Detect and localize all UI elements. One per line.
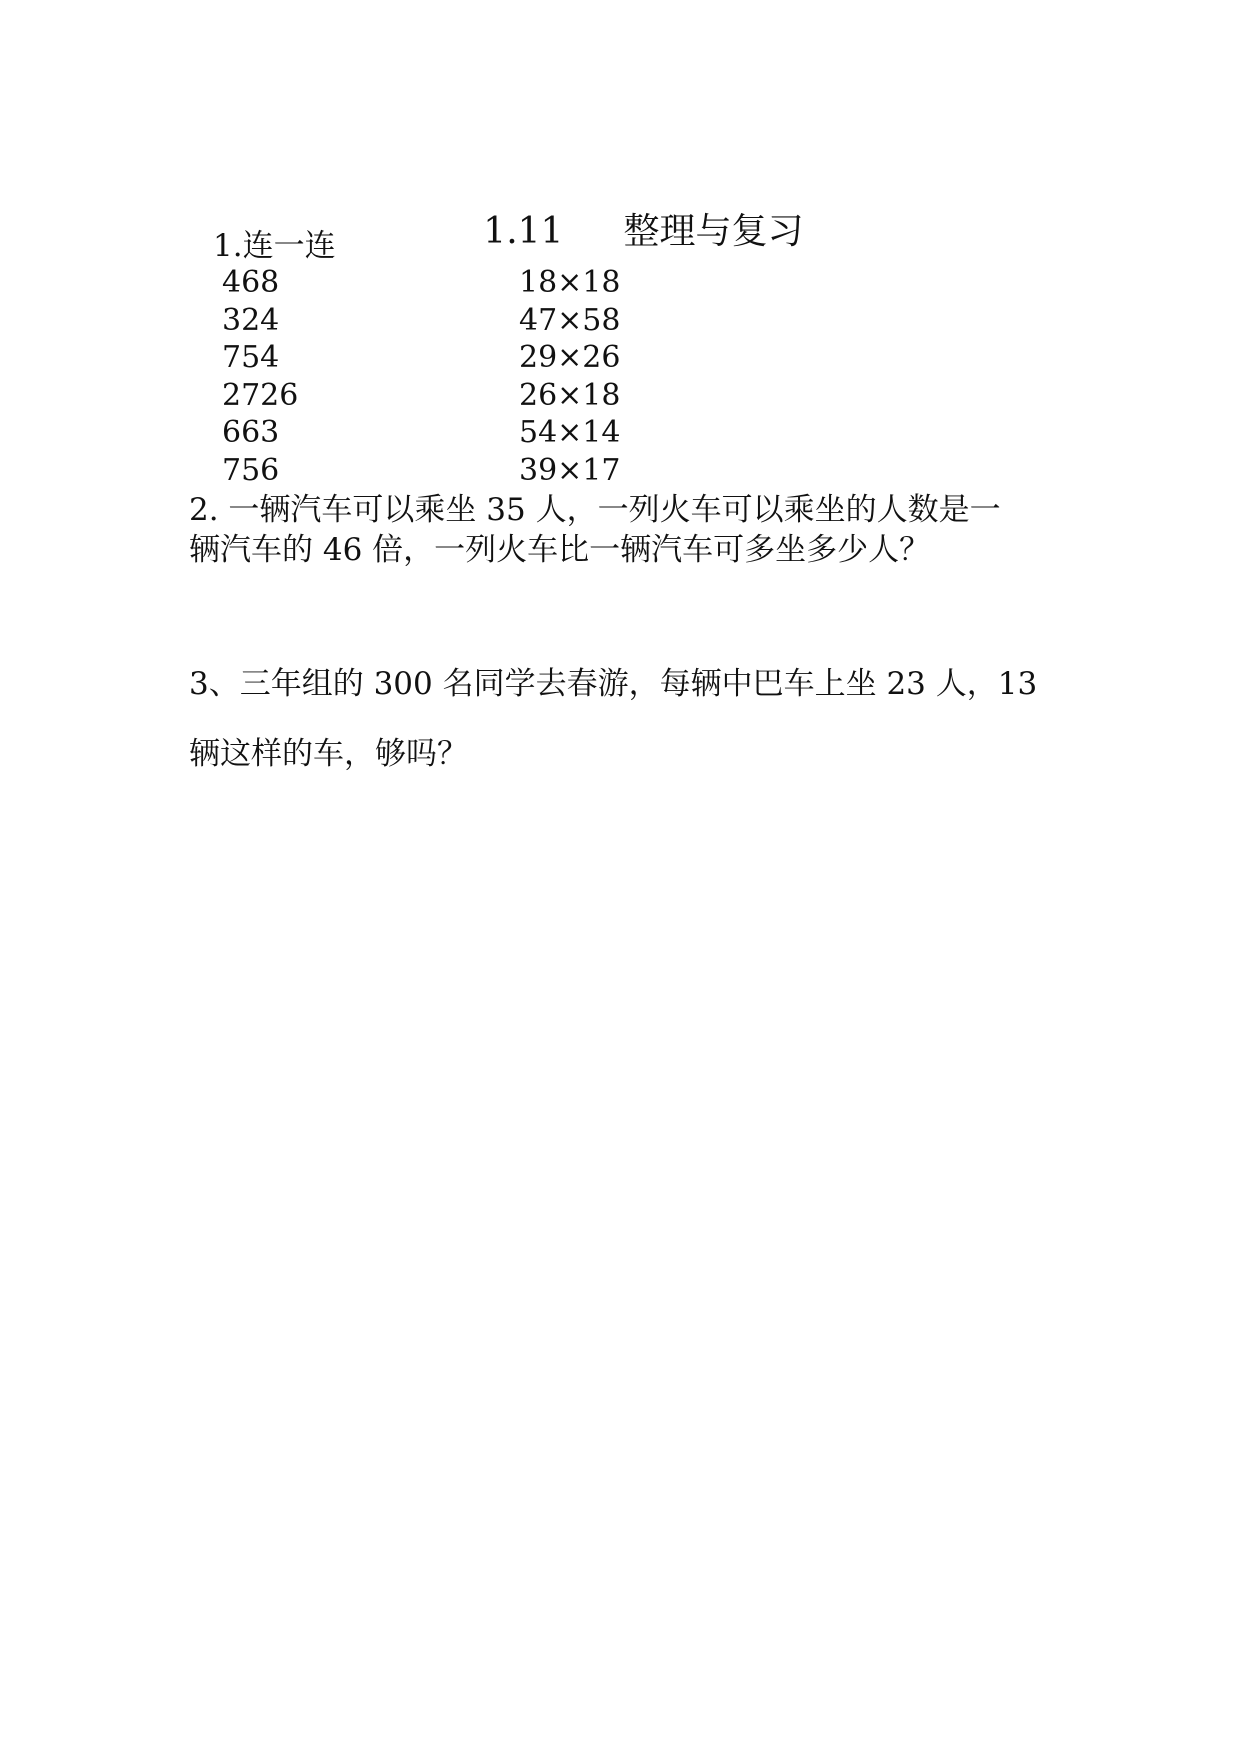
- matching-left-value: 756: [222, 452, 280, 488]
- question-2-line-1: 2. 一辆汽车可以乘坐 35 人，一列火车可以乘坐的人数是一: [189, 492, 1001, 528]
- matching-right-expression: 54×14: [519, 415, 621, 450]
- matching-left-value: 754: [222, 340, 280, 375]
- matching-row: [222, 339, 722, 377]
- matching-row: [222, 414, 722, 452]
- matching-left-value: 468: [222, 265, 280, 300]
- question-2-line-2: 辆汽车的 46 倍，一列火车比一辆汽车可多坐多少人？: [189, 532, 931, 568]
- matching-right-expression: 29×26: [519, 340, 621, 375]
- matching-right-expression: 26×18: [519, 377, 621, 413]
- question-3-line-2: 辆这样的车，够吗？: [189, 736, 468, 772]
- matching-row: [222, 302, 722, 340]
- matching-table: [222, 264, 722, 489]
- matching-row: [222, 452, 722, 490]
- matching-right-expression: 18×18: [519, 265, 621, 300]
- matching-row: [222, 377, 722, 415]
- matching-left-value: 2726: [222, 377, 299, 413]
- question-3-line-1: 3、三年组的 300 名同学去春游，每辆中巴车上坐 23 人，13: [189, 666, 1038, 702]
- matching-row: [222, 264, 722, 302]
- matching-right-expression: 47×58: [519, 302, 621, 338]
- matching-right-expression: 39×17: [519, 452, 621, 488]
- title-number: 1.11: [483, 211, 564, 252]
- question-2: [189, 490, 1069, 570]
- question-1-label: 1.连一连: [213, 228, 336, 264]
- matching-left-value: 324: [222, 302, 280, 338]
- title-text: 整理与复习: [623, 211, 804, 252]
- matching-left-value: 663: [222, 415, 280, 450]
